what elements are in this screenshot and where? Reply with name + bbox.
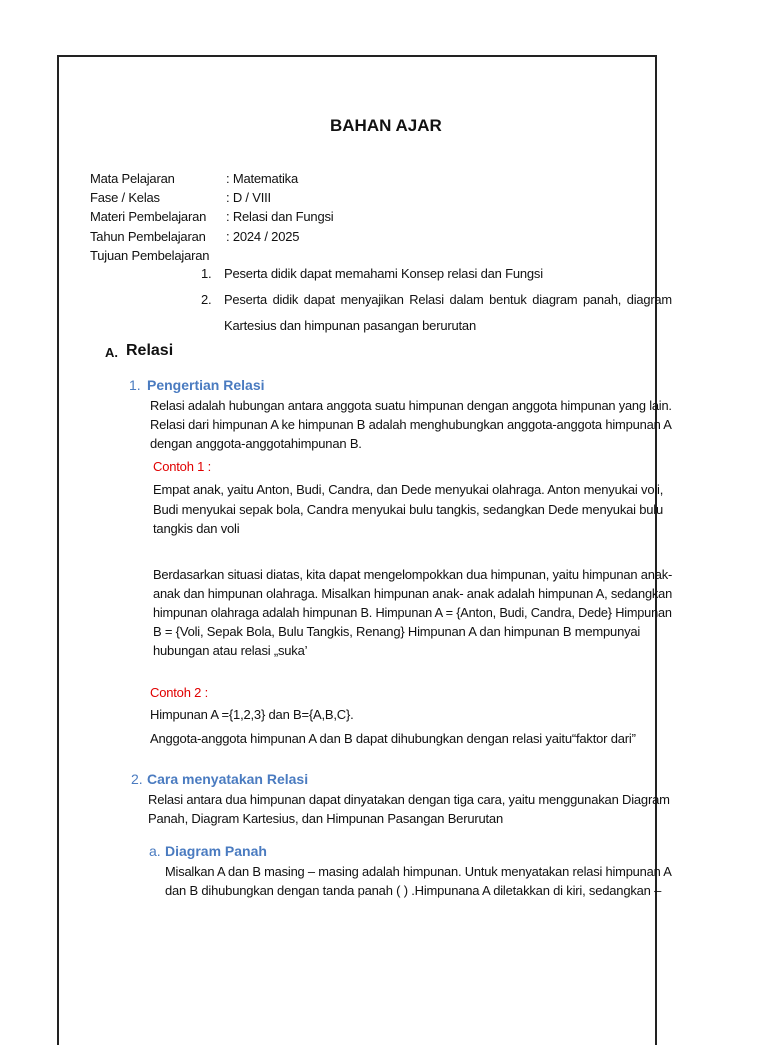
example-line: Anggota-anggota himpunan A dan B dapat dihubungkan dengan relasi yaitu“faktor dari” xyxy=(150,731,636,746)
paragraph-line: Panah, Diagram Kartesius, dan Himpunan Pasangan Berurutan xyxy=(148,811,503,826)
example-label: Contoh 2 : xyxy=(150,685,208,700)
example-line: tangkis dan voli xyxy=(153,521,240,536)
analysis-line: B = {Voli, Sepak Bola, Bulu Tangkis, Renang} Himpunan A dan himpunan B mempunyai xyxy=(153,624,641,639)
example-line: Himpunan A ={1,2,3} dan B={A,B,C}. xyxy=(150,707,354,722)
meta-label: Mata Pelajaran xyxy=(90,171,175,186)
meta-value: : 2024 / 2025 xyxy=(226,229,300,244)
paragraph-line: Relasi antara dua himpunan dapat dinyatakan dengan tiga cara, yaitu menggunakan Diagram xyxy=(148,792,670,807)
meta-value: : D / VIII xyxy=(226,190,271,205)
subsubsection-letter: a. xyxy=(149,843,161,859)
objective-text: Peserta didik dapat menyajikan Relasi dalam bentuk diagram panah, diagram xyxy=(224,292,672,307)
objective-text: Peserta didik dapat memahami Konsep relasi dan Fungsi xyxy=(224,266,543,281)
section-letter: A. xyxy=(105,345,118,360)
list-number: 1. xyxy=(201,266,212,281)
analysis-line: anak dan himpunan olahraga. Misalkan himpunan anak- anak adalah himpunan A, sedangkan xyxy=(153,586,673,601)
section-title: Relasi xyxy=(126,342,174,359)
analysis-line: himpunan olahraga adalah himpunan B. Himpunan A = {Anton, Budi, Candra, Dede} Himpunan xyxy=(153,605,672,620)
example-label: Contoh 1 : xyxy=(153,459,211,474)
subsection-title: Pengertian Relasi xyxy=(147,377,265,393)
meta-label: Materi Pembelajaran xyxy=(90,209,207,224)
list-number: 2. xyxy=(201,292,212,307)
objective-text-cont: Kartesius dan himpunan pasangan berurutan xyxy=(224,318,476,333)
subsection-number: 2. xyxy=(131,771,143,787)
paragraph-line: Relasi adalah hubungan antara anggota suatu himpunan dengan anggota himpunan yang lain. xyxy=(150,398,672,413)
paragraph-line: Relasi dari himpunan A ke himpunan B adalah menghubungkan anggota-anggota himpunan A xyxy=(150,417,672,432)
paragraph-line: Misalkan A dan B masing – masing adalah himpunan. Untuk menyatakan relasi himpunan A xyxy=(165,864,672,879)
subsubsection-title: Diagram Panah xyxy=(165,843,267,859)
example-line: Budi menyukai sepak bola, Candra menyukai bulu tangkis, sedangkan Dede menyukai bulu xyxy=(153,502,664,517)
example-line: Empat anak, yaitu Anton, Budi, Candra, dan Dede menyukai olahraga. Anton menyukai voli, xyxy=(153,482,664,497)
meta-value: : Relasi dan Fungsi xyxy=(226,209,334,224)
meta-label: Tahun Pembelajaran xyxy=(90,229,206,244)
meta-value: : Matematika xyxy=(226,171,299,186)
meta-label: Fase / Kelas xyxy=(90,190,160,205)
meta-label: Tujuan Pembelajaran xyxy=(90,248,210,263)
analysis-line: Berdasarkan situasi diatas, kita dapat mengelompokkan dua himpunan, yaitu himpunan anak- xyxy=(153,567,673,582)
paragraph-line: dan B dihubungkan dengan tanda panah ( ) .Himpunana A diletakkan di kiri, sedangkan – xyxy=(165,883,662,898)
paragraph-line: dengan anggota-anggotahimpunan B. xyxy=(150,436,362,451)
subsection-number: 1. xyxy=(129,377,141,393)
document-title: BAHAN AJAR xyxy=(330,116,442,135)
subsection-title: Cara menyatakan Relasi xyxy=(147,771,309,787)
analysis-line: hubungan atau relasi „suka’ xyxy=(153,643,308,658)
